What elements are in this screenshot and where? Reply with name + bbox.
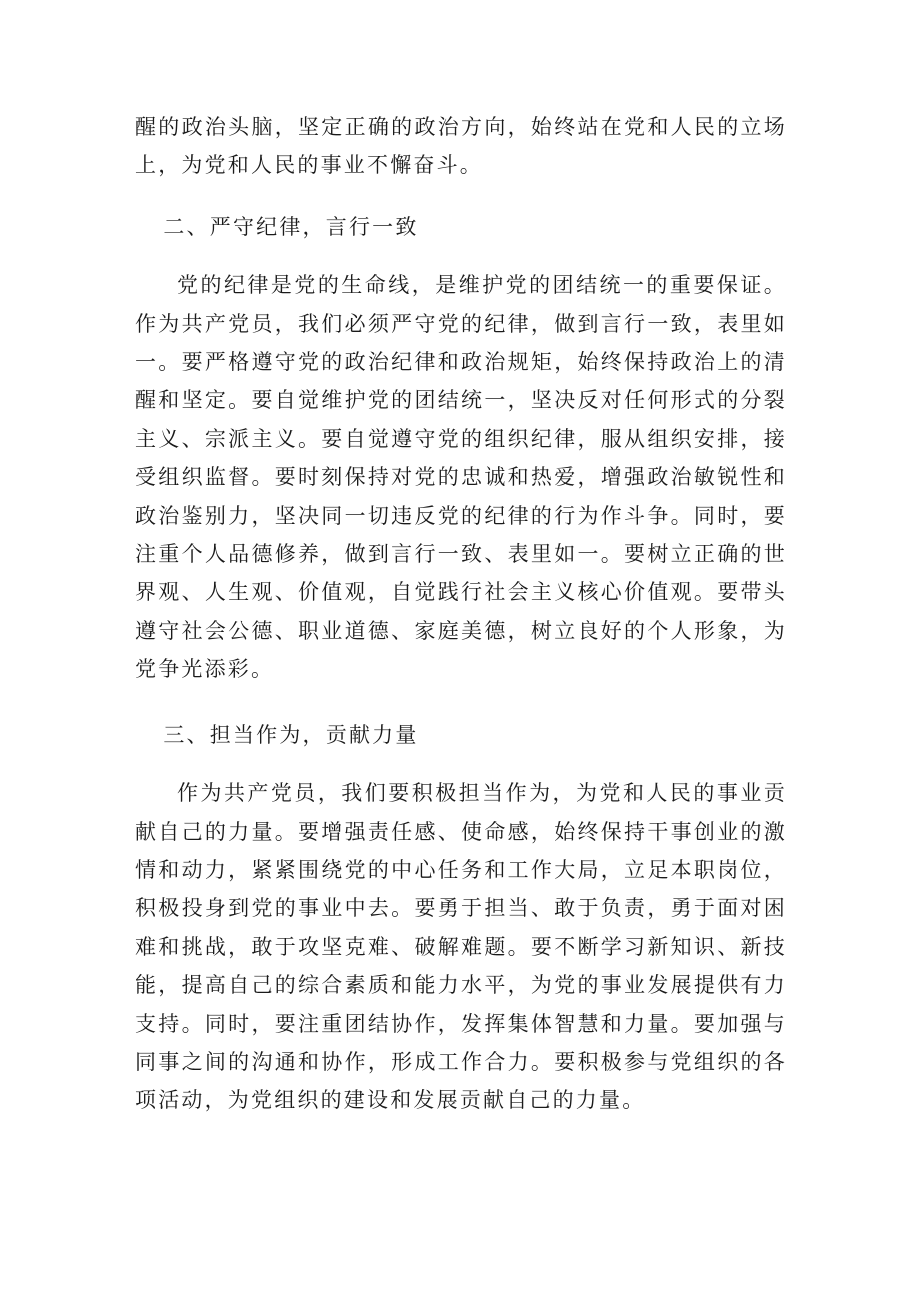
section-body-responsibility: 作为共产党员，我们要积极担当作为，为党和人民的事业贡献自己的力量。要增强责任感、使命感，始终保持干事创业的激情和动力，紧紧围绕党的中心任务和工作大局，立足本职岗位，积极投身到党的事业中去。要勇于担当、敢于负责，勇于面对困难和挑战，敢于攻坚克难、破解难题。要不断学习新知识、新技能，提高自己的综合素质和能力水平，为党的事业发展提供有力支持。同时，要注重团结协作，发挥集体智慧和力量。要加强与同事之间的沟通和协作，形成工作合力。要积极参与党组织的各项活动，为党组织的建设和发展贡献自己的力量。 bbox=[135, 781, 787, 1113]
section-body-discipline: 党的纪律是党的生命线，是维护党的团结统一的重要保证。作为共产党员，我们必须严守党的纪律，做到言行一致，表里如一。要严格遵守党的政治纪律和政治规矩，始终保持政治上的清醒和坚定。要自觉维护党的团结统一，坚决反对任何形式的分裂主义、宗派主义。要自觉遵守党的组织纪律，服从组织安排，接受组织监督。要时刻保持对党的忠诚和热爱，增强政治敏锐性和政治鉴别力，坚决同一切违反党的纪律的行为作斗争。同时，要注重个人品德修养，做到言行一致、表里如一。要树立正确的世界观、人生观、价值观，自觉践行社会主义核心价值观。要带头遵守社会公德、职业道德、家庭美德，树立良好的个人形象，为党争光添彩。 bbox=[135, 273, 787, 682]
section-heading-responsibility: 三、担当作为，贡献力量 bbox=[163, 722, 419, 747]
continuation-paragraph: 醒的政治头脑，坚定正确的政治方向，始终站在党和人民的立场上，为党和人民的事业不懈奋斗。 bbox=[135, 115, 787, 178]
section-heading-discipline: 二、严守纪律，言行一致 bbox=[163, 214, 419, 239]
document-body bbox=[135, 108, 787, 1120]
